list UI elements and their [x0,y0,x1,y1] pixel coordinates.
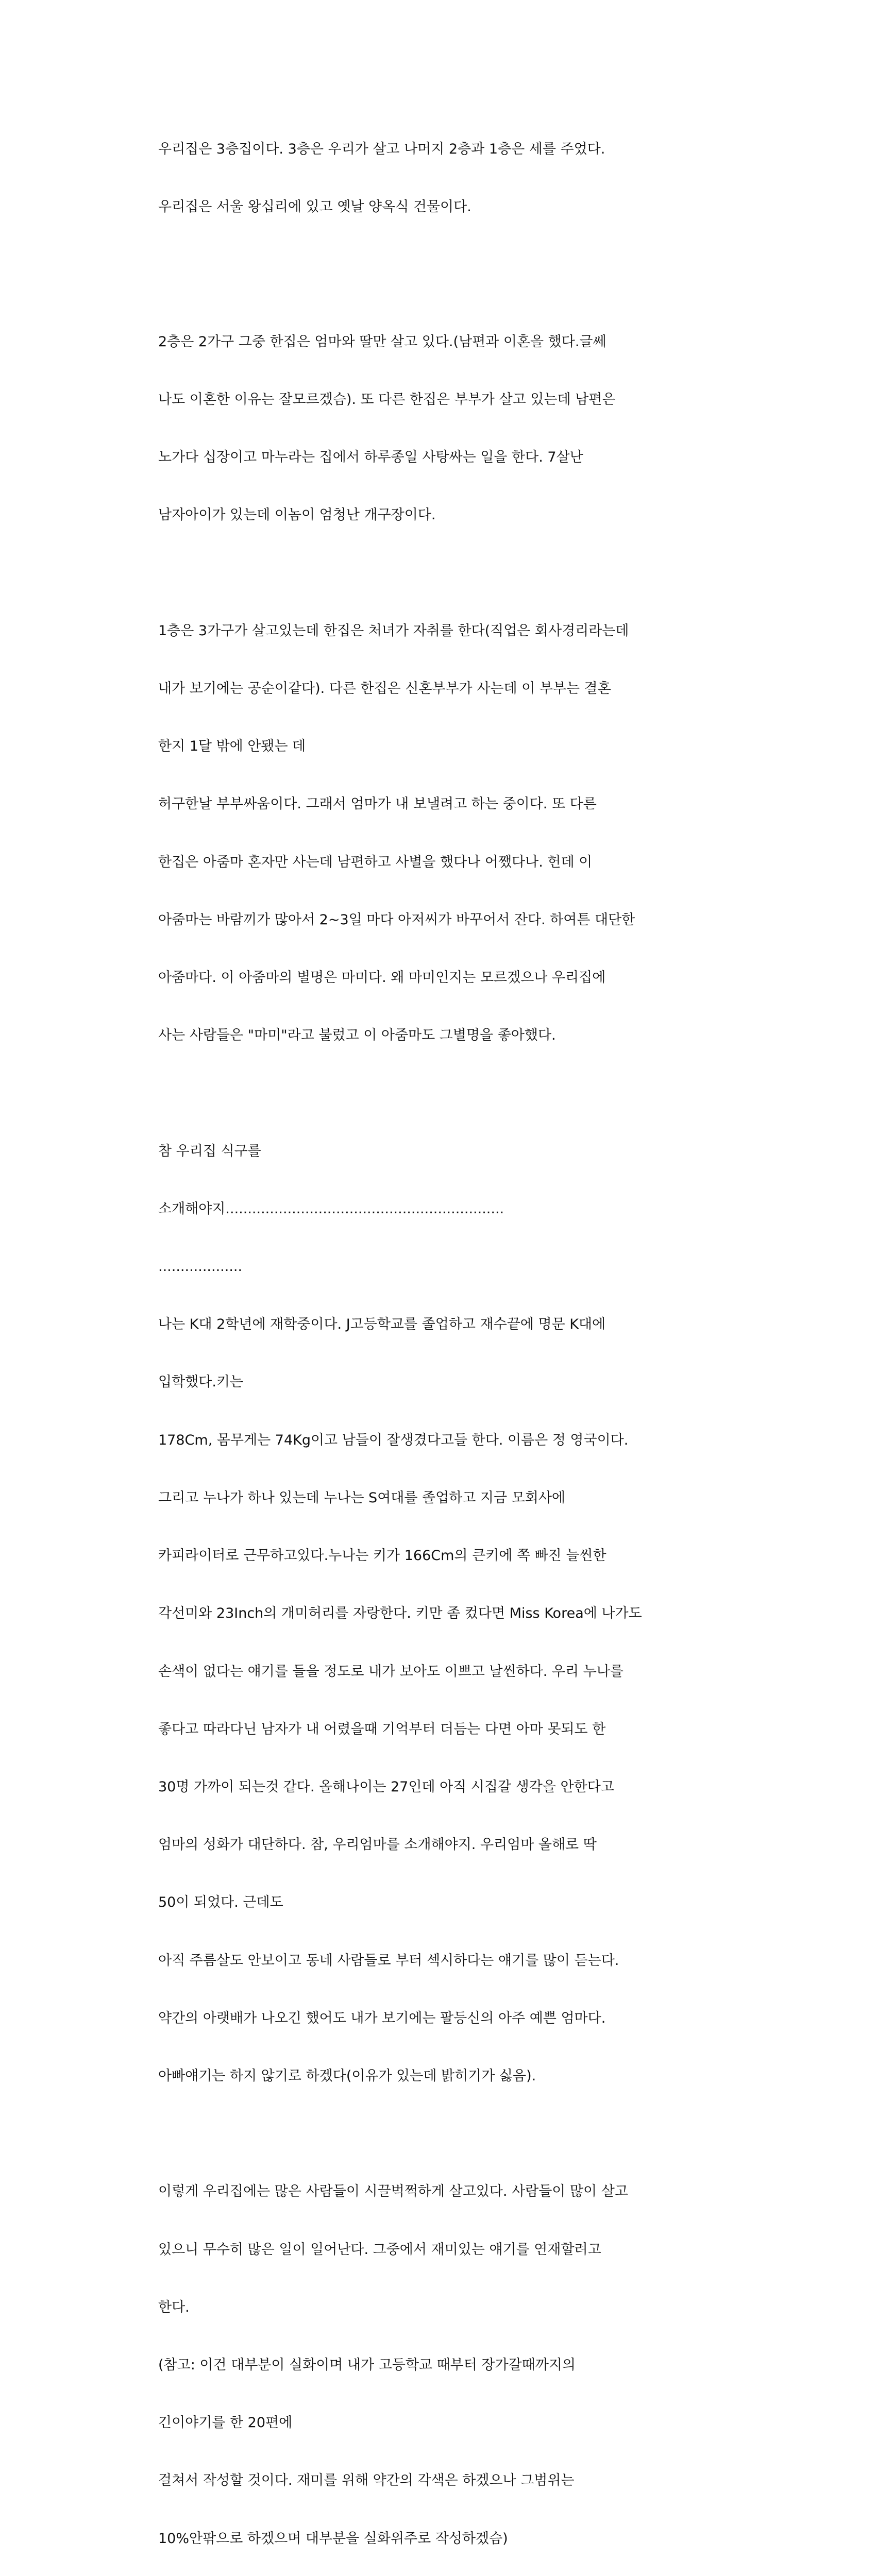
text-line: 나도 이혼한 이유는 잘모르겠슴). 또 다른 한집은 부부가 살고 있는데 남편은 [158,392,616,408]
text-line: 참 우리집 식구를 [158,1143,261,1159]
text-line: 입학했다.키는 [158,1374,244,1391]
text-line: 아직 주름살도 안보이고 동네 사람들로 부터 섹시하다는 얘기를 많이 듣는다. [158,1952,619,1969]
text-line: 엄마의 성화가 대단하다. 참, 우리엄마를 소개해야지. 우리엄마 올해로 딱 [158,1837,597,1853]
text-line: 카피라이터로 근무하고있다.누나는 키가 166Cm의 큰키에 쪽 빠진 늘씬한 [158,1548,607,1564]
text-line: 178Cm, 몸무게는 74Kg이고 남들이 잘생겼다고들 한다. 이름은 정 영국이다. [158,1432,629,1448]
text-line: 있으니 무수히 많은 일이 일어난다. 그중에서 재미있는 얘기를 연재할려고 [158,2241,601,2258]
text-line: 나는 K대 2학년에 재학중이다. J고등학교를 졸업하고 재수끝에 명문 K대에 [158,1316,606,1333]
text-line: 손색이 없다는 얘기를 들을 정도로 내가 보아도 이쁘고 날씬하다. 우리 누나를 [158,1663,624,1680]
paragraph-gap [158,2124,725,2143]
text-line: 각선미와 23Inch의 개미허리를 자랑한다. 키만 좀 컸다면 Miss Korea에 나가도 [158,1605,642,1622]
text-line: 한다. [158,2299,190,2315]
text-line: 긴이야기를 한 20편에 [158,2415,293,2431]
text-line: 좋다고 따라다닌 남자가 내 어렸을때 기억부터 더듬는 다면 아마 못되도 한 [158,1721,606,1737]
story-text [158,101,725,2576]
text-line: 그리고 누나가 하나 있는데 누나는 S여대를 졸업하고 지금 모회사에 [158,1489,566,1506]
paragraph-gap [158,564,725,583]
text-line: 30명 가까이 되는것 같다. 올해나이는 27인데 아직 시집갈 생각을 안한다고 [158,1778,614,1795]
text-line: 소개해야지............................................................... [158,1200,504,1217]
text-line: 50이 되었다. 근데도 [158,1894,283,1911]
text-line: 우리집은 3층집이다. 3층은 우리가 살고 나머지 2층과 1층은 세를 주었다. [158,141,605,157]
text-line: 한지 1달 밖에 안됐는 데 [158,738,306,755]
text-line: 이렇게 우리집에는 많은 사람들이 시끌벅쩍하게 살고있다. 사람들이 많이 살고 [158,2183,628,2200]
text-line: 한집은 아줌마 혼자만 사는데 남편하고 사별을 했다나 어쨌다나. 헌데 이 [158,854,593,870]
text-line: ................... [158,1259,243,1275]
text-line: 허구한날 부부싸움이다. 그래서 엄마가 내 보낼려고 하는 중이다. 또 다른 [158,796,597,812]
text-line: (참고: 이건 대부분이 실화이며 내가 고등학교 때부터 장가갈때까지의 [158,2357,576,2373]
text-line: 남자아이가 있는데 이놈이 엄청난 개구장이다. [158,507,436,523]
text-line: 사는 사람들은 "마미"라고 불렀고 이 아줌마도 그별명을 좋아했다. [158,1027,556,1044]
text-line: 아빠얘기는 하지 않기로 하겠다(이유가 있는데 밝히기가 싫음). [158,2067,536,2084]
text-line: 2층은 2가구 그중 한집은 엄마와 딸만 살고 있다.(남편과 이혼을 했다.글쎄 [158,333,607,350]
text-line: 1층은 3가구가 살고있는데 한집은 처녀가 자취를 한다(직업은 회사경리라는데 [158,622,629,639]
text-line: 우리집은 서울 왕십리에 있고 옛날 양옥식 건물이다. [158,199,471,215]
paragraph-gap [158,1083,725,1103]
text-line: 걸쳐서 작성할 것이다. 재미를 위해 약간의 각색은 하겠으나 그범위는 [158,2472,575,2489]
text-line: 약간의 아랫배가 나오긴 했어도 내가 보기에는 팔등신의 아주 예쁜 엄마다. [158,2010,606,2026]
text-line: 아줌마다. 이 아줌마의 별명은 마미다. 왜 마미인지는 모르겠으나 우리집에 [158,970,606,986]
paragraph-gap [158,255,725,294]
text-line: 10%안팎으로 하겠으며 대부분을 실화위주로 작성하겠슴) [158,2530,508,2547]
text-line: 노가다 십장이고 마누라는 집에서 하루종일 사탕싸는 일을 한다. 7살난 [158,449,583,466]
text-line: 내가 보기에는 공순이같다). 다른 한집은 신혼부부가 사는데 이 부부는 결혼 [158,681,611,697]
text-line: 아줌마는 바람끼가 많아서 2~3일 마다 아저씨가 바꾸어서 잔다. 하여튼 대단한 [158,911,635,928]
